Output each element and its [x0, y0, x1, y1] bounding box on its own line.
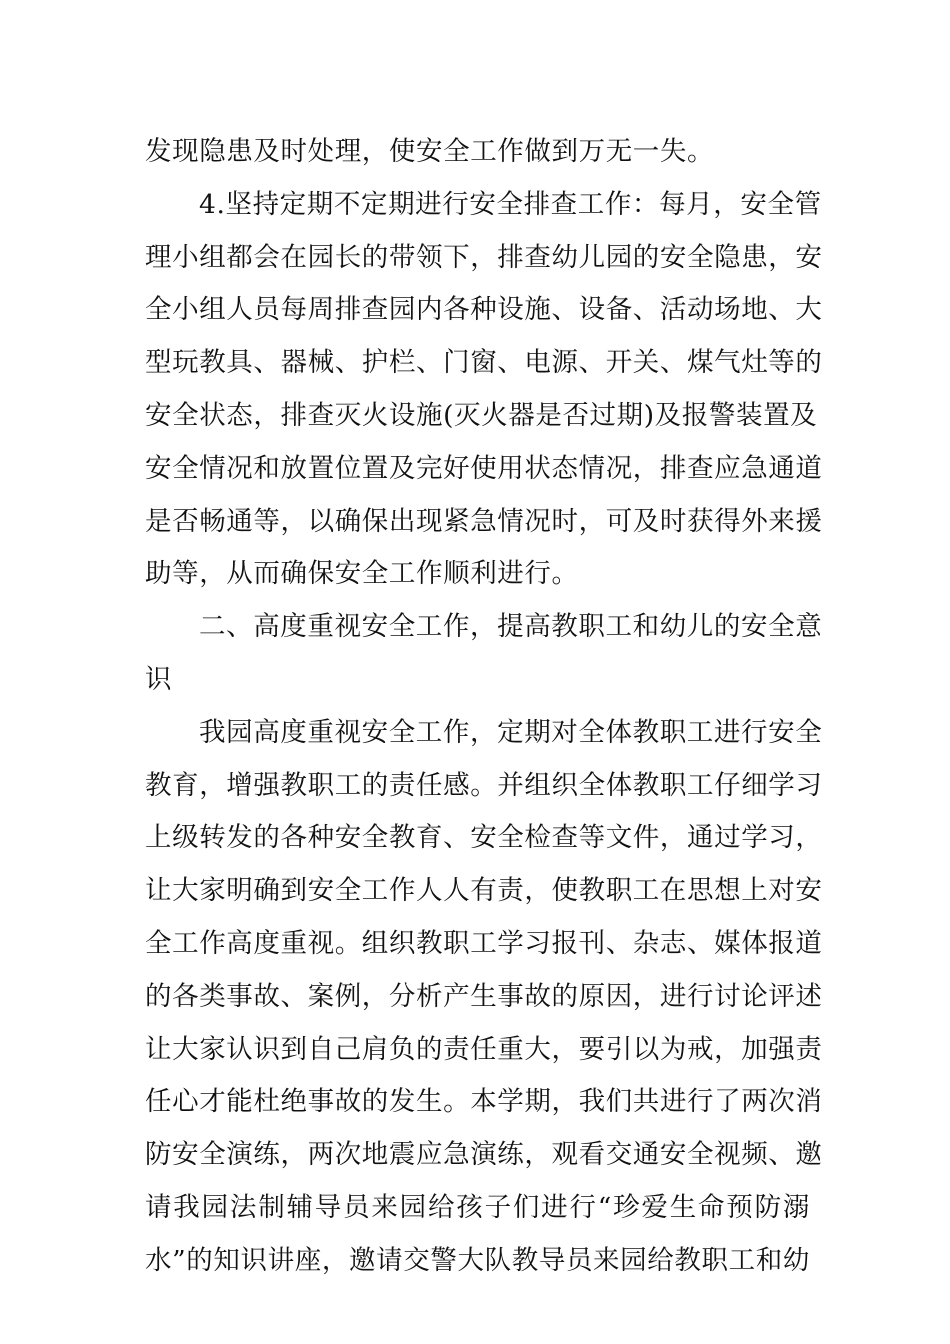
text-line: 让大家认识到自己肩负的责任重大，要引以为戒，加强责	[145, 1033, 823, 1065]
text-line: 安全情况和放置位置及完好使用状态情况，排查应急通道	[145, 452, 823, 484]
text-line: 识	[145, 663, 173, 695]
text-line: 安全状态，排查灭火设施(灭火器是否过期)及报警装置及	[145, 399, 818, 431]
text-line: 水”的知识讲座，邀请交警大队教导员来园给教职工和幼	[145, 1244, 810, 1276]
text-line: 我园高度重视安全工作，定期对全体教职工进行安全	[199, 716, 823, 748]
text-line: 发现隐患及时处理，使安全工作做到万无一失。	[145, 136, 715, 167]
text-line: 型玩教具、器械、护栏、门窗、电源、开关、煤气灶等的	[145, 347, 823, 379]
text-line: 让大家明确到安全工作人人有责，使教职工在思想上对安	[145, 875, 823, 907]
text-line: 全工作高度重视。组织教职工学习报刊、杂志、媒体报道	[145, 927, 823, 959]
text-line: 上级转发的各种安全教育、安全检查等文件，通过学习，	[145, 822, 823, 854]
text-line: 是否畅通等，以确保出现紧急情况时，可及时获得外来援	[145, 505, 823, 537]
text-line: 助等，从而确保安全工作顺利进行。	[145, 558, 579, 590]
text-line: 任心才能杜绝事故的发生。本学期，我们共进行了两次消	[145, 1086, 823, 1118]
body-text	[145, 126, 823, 1288]
text-line: 理小组都会在园长的带领下，排查幼儿园的安全隐患，安	[145, 241, 823, 273]
text-line: 的各类事故、案例，分析产生事故的原因，进行讨论评述	[145, 980, 823, 1012]
text-line: 全小组人员每周排查园内各种设施、设备、活动场地、大	[145, 294, 823, 326]
text-line: 防安全演练，两次地震应急演练，观看交通安全视频、邀	[145, 1139, 823, 1171]
text-line: 二、高度重视安全工作，提高教职工和幼儿的安全意	[199, 611, 823, 643]
text-line: 请我园法制辅导员来园给孩子们进行“珍爱生命预防溺	[145, 1191, 810, 1223]
text-line: 4.坚持定期不定期进行安全排查工作：每月，安全管	[199, 188, 822, 220]
text-line: 教育，增强教职工的责任感。并组织全体教职工仔细学习	[145, 769, 823, 801]
